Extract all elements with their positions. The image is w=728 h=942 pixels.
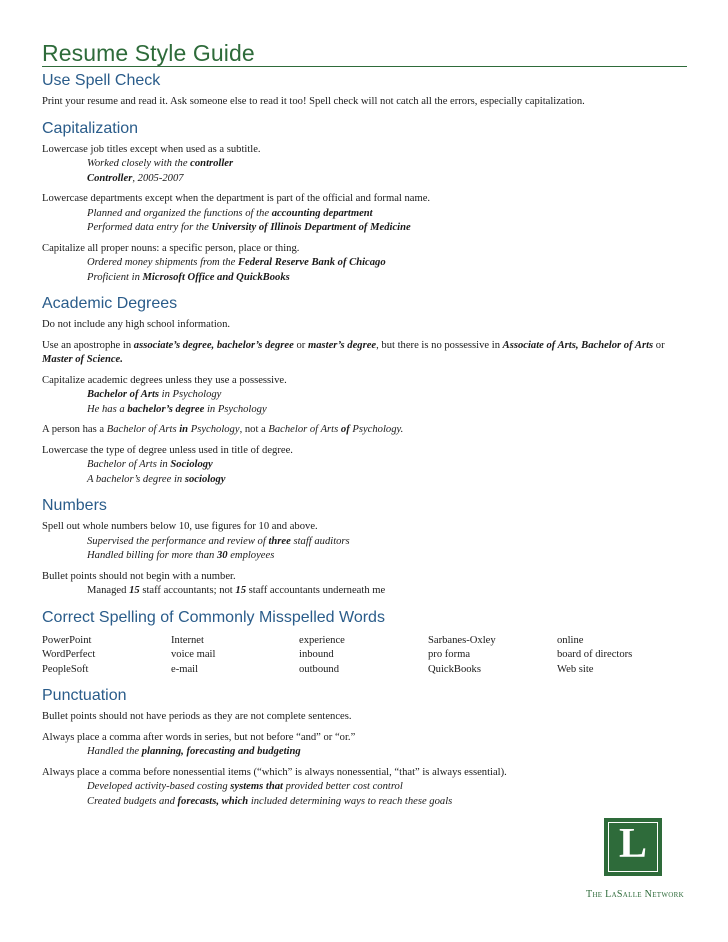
word-item: voice mail — [171, 649, 216, 660]
rule-text: Always place a comma before nonessential items (“which” is always nonessential, “that” is always essential). — [42, 766, 507, 778]
example-line: Supervised the performance and review of three staff auditors — [87, 535, 350, 547]
rule-text: Bullet points should not have periods as they are not complete sentences. — [42, 711, 352, 722]
example-line: He has a bachelor’s degree in Psychology — [87, 403, 267, 415]
example-line: Worked closely with the controller — [87, 158, 234, 169]
logo-letter: L — [618, 821, 647, 867]
example-line: Proficient in Microsoft Office and QuickBooks — [87, 271, 290, 283]
section-heading-numbers: Numbers — [42, 497, 107, 514]
example-line: Controller, 2005-2007 — [87, 172, 184, 184]
rule-text: Lowercase departments except when the department is part of the official and formal name. — [42, 193, 431, 204]
word-item: Sarbanes-Oxley — [428, 634, 496, 646]
word-item: outbound — [299, 663, 340, 675]
style-guide-page — [42, 40, 687, 809]
rule-text: A person has a Bachelor of Arts in Psychology, not a Bachelor of Arts of Psychology. — [42, 424, 404, 435]
rule-text: Capitalize academic degrees unless they use a possessive. — [42, 374, 287, 386]
section-heading-spell-check: Use Spell Check — [42, 72, 161, 89]
example-line: Bachelor of Arts in Sociology — [87, 459, 213, 470]
word-item: QuickBooks — [428, 663, 481, 675]
example-line: Performed data entry for the University of Illinois Department of Medicine — [87, 222, 411, 233]
word-item: experience — [299, 634, 345, 646]
example-line: Bachelor of Arts in Psychology — [87, 389, 222, 400]
word-item: Web site — [557, 663, 594, 675]
word-item: e-mail — [171, 663, 199, 675]
spell-check-text: Print your resume and read it. Ask someone else to read it too! Spell check will not catch all the errors, especially capitalization. — [42, 96, 585, 107]
rule-text: Spell out whole numbers below 10, use figures for 10 and above. — [42, 521, 318, 532]
example-line: Ordered money shipments from the Federal Reserve Bank of Chicago — [87, 257, 386, 268]
company-name: The LaSalle Network — [586, 889, 684, 900]
page-title: Resume Style Guide — [42, 40, 255, 66]
example-line: Handled billing for more than 30 employees — [87, 550, 275, 561]
rule-text: Use an apostrophe in associate’s degree, bachelor’s degree or master’s degree, but there is no possessive in Associate of Arts, Bachelor of Arts or Master of Science. — [42, 339, 665, 365]
word-item: PowerPoint — [42, 634, 92, 646]
rule-text: Lowercase the type of degree unless used in title of degree. — [42, 444, 293, 456]
example-line: Planned and organized the functions of the accounting department — [87, 207, 373, 219]
word-grid — [42, 634, 687, 678]
word-item: inbound — [299, 649, 334, 660]
word-item: PeopleSoft — [42, 663, 89, 675]
rule-text: Lowercase job titles except when used as a subtitle. — [42, 143, 261, 155]
rule-text: Bullet points should not begin with a number. — [42, 570, 236, 582]
example-line: Created budgets and forecasts, which included determining ways to reach these goals — [87, 795, 453, 807]
word-item: Internet — [171, 634, 204, 646]
example-line: A bachelor’s degree in sociology — [87, 473, 226, 485]
section-heading-academic-degrees: Academic Degrees — [42, 295, 178, 312]
rule-text: Do not include any high school information. — [42, 319, 231, 330]
example-line: Developed activity-based costing systems that provided better cost control — [87, 781, 403, 792]
section-heading-misspelled-words: Correct Spelling of Commonly Misspelled Words — [42, 608, 385, 626]
example-line: Handled the planning, forecasting and budgeting — [87, 746, 301, 757]
word-item: pro forma — [428, 649, 471, 660]
rule-text: Capitalize all proper nouns: a specific person, place or thing. — [42, 242, 300, 254]
section-heading-capitalization: Capitalization — [42, 119, 139, 137]
word-item: board of directors — [557, 649, 633, 660]
rule-text: Always place a comma after words in series, but not before “and” or “or.” — [42, 731, 356, 743]
word-item: online — [557, 634, 584, 646]
example-line: Managed 15 staff accountants; not 15 staff accountants underneath me — [87, 585, 386, 596]
lasalle-logo-mark — [604, 818, 662, 876]
word-item: WordPerfect — [42, 649, 96, 660]
section-heading-punctuation: Punctuation — [42, 687, 127, 704]
